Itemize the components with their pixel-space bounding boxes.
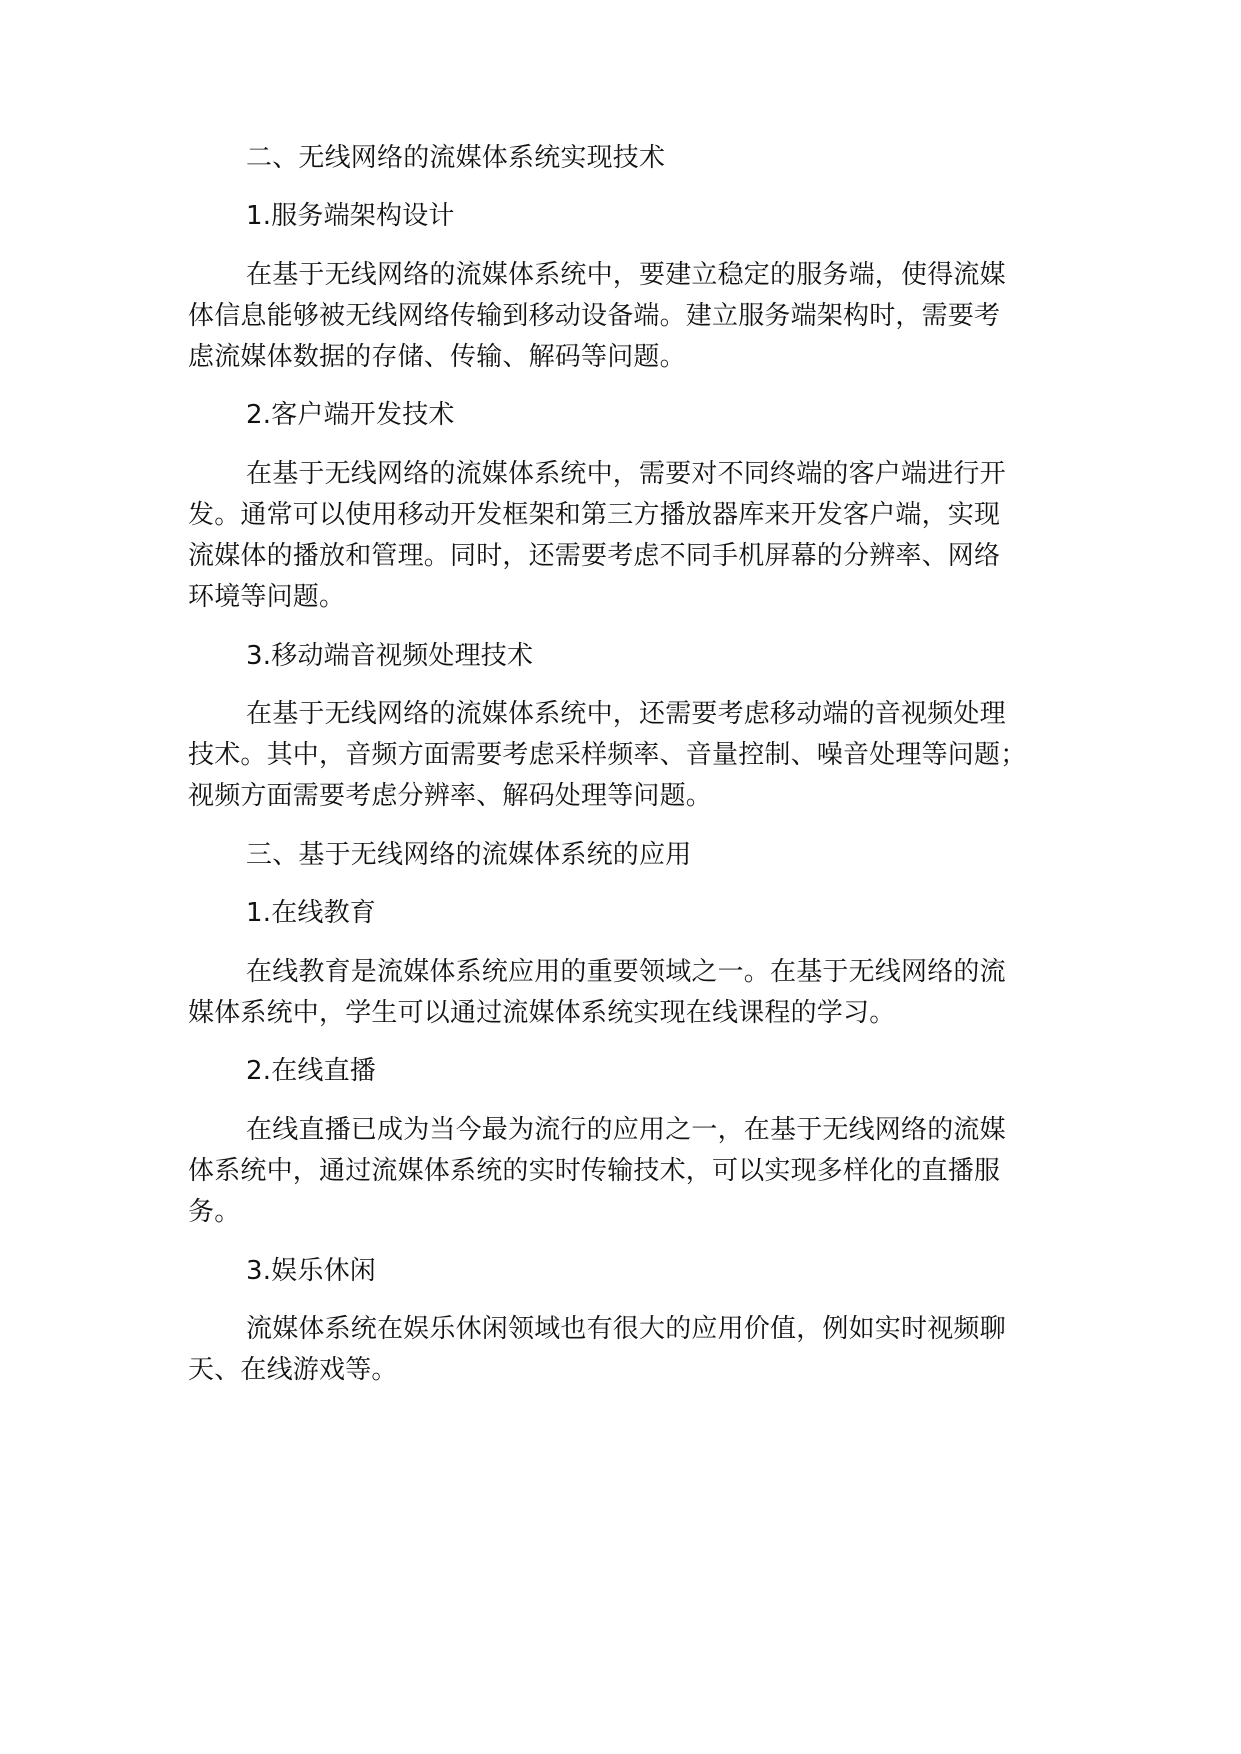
- paragraph-line: 流媒体的播放和管理。同时，还需要考虑不同手机屏幕的分辨率、网络: [188, 541, 1001, 571]
- subsection-heading: 1.在线教育: [246, 898, 377, 928]
- paragraph-line: 在基于无线网络的流媒体系统中，要建立稳定的服务端，使得流媒: [246, 260, 1006, 290]
- paragraph-line: 在基于无线网络的流媒体系统中，需要对不同终端的客户端进行开: [246, 459, 1006, 489]
- paragraph-line: 在基于无线网络的流媒体系统中，还需要考虑移动端的音视频处理: [246, 699, 1006, 729]
- paragraph-line: 技术。其中，音频方面需要考虑采样频率、音量控制、噪音处理等问题；: [188, 740, 1027, 770]
- paragraph-line: 在线直播已成为当今最为流行的应用之一，在基于无线网络的流媒: [246, 1115, 1006, 1145]
- subsection-heading: 1.服务端架构设计: [246, 201, 455, 231]
- paragraph-line: 虑流媒体数据的存储、传输、解码等问题。: [188, 342, 686, 372]
- subsection-heading: 3.娱乐休闲: [246, 1256, 377, 1286]
- paragraph-line: 体系统中，通过流媒体系统的实时传输技术，可以实现多样化的直播服: [188, 1156, 1001, 1186]
- paragraph-line: 环境等问题。: [188, 582, 346, 612]
- subsection-heading: 3.移动端音视频处理技术: [246, 641, 534, 671]
- section-heading: 三、基于无线网络的流媒体系统的应用: [246, 840, 692, 870]
- paragraph-line: 务。: [188, 1197, 241, 1227]
- paragraph-line: 在线教育是流媒体系统应用的重要领域之一。在基于无线网络的流: [246, 957, 1006, 987]
- subsection-heading: 2.在线直播: [246, 1056, 377, 1086]
- subsection-heading: 2.客户端开发技术: [246, 400, 455, 430]
- paragraph-line: 媒体系统中，学生可以通过流媒体系统实现在线课程的学习。: [188, 998, 896, 1028]
- paragraph-line: 体信息能够被无线网络传输到移动设备端。建立服务端架构时，需要考: [188, 301, 1001, 331]
- paragraph-line: 流媒体系统在娱乐休闲领域也有很大的应用价值，例如实时视频聊: [246, 1314, 1006, 1344]
- section-heading: 二、无线网络的流媒体系统实现技术: [246, 143, 666, 173]
- paragraph-line: 天、在线游戏等。: [188, 1355, 398, 1385]
- paragraph-line: 视频方面需要考虑分辨率、解码处理等问题。: [188, 781, 713, 811]
- paragraph-line: 发。通常可以使用移动开发框架和第三方播放器库来开发客户端，实现: [188, 500, 1001, 530]
